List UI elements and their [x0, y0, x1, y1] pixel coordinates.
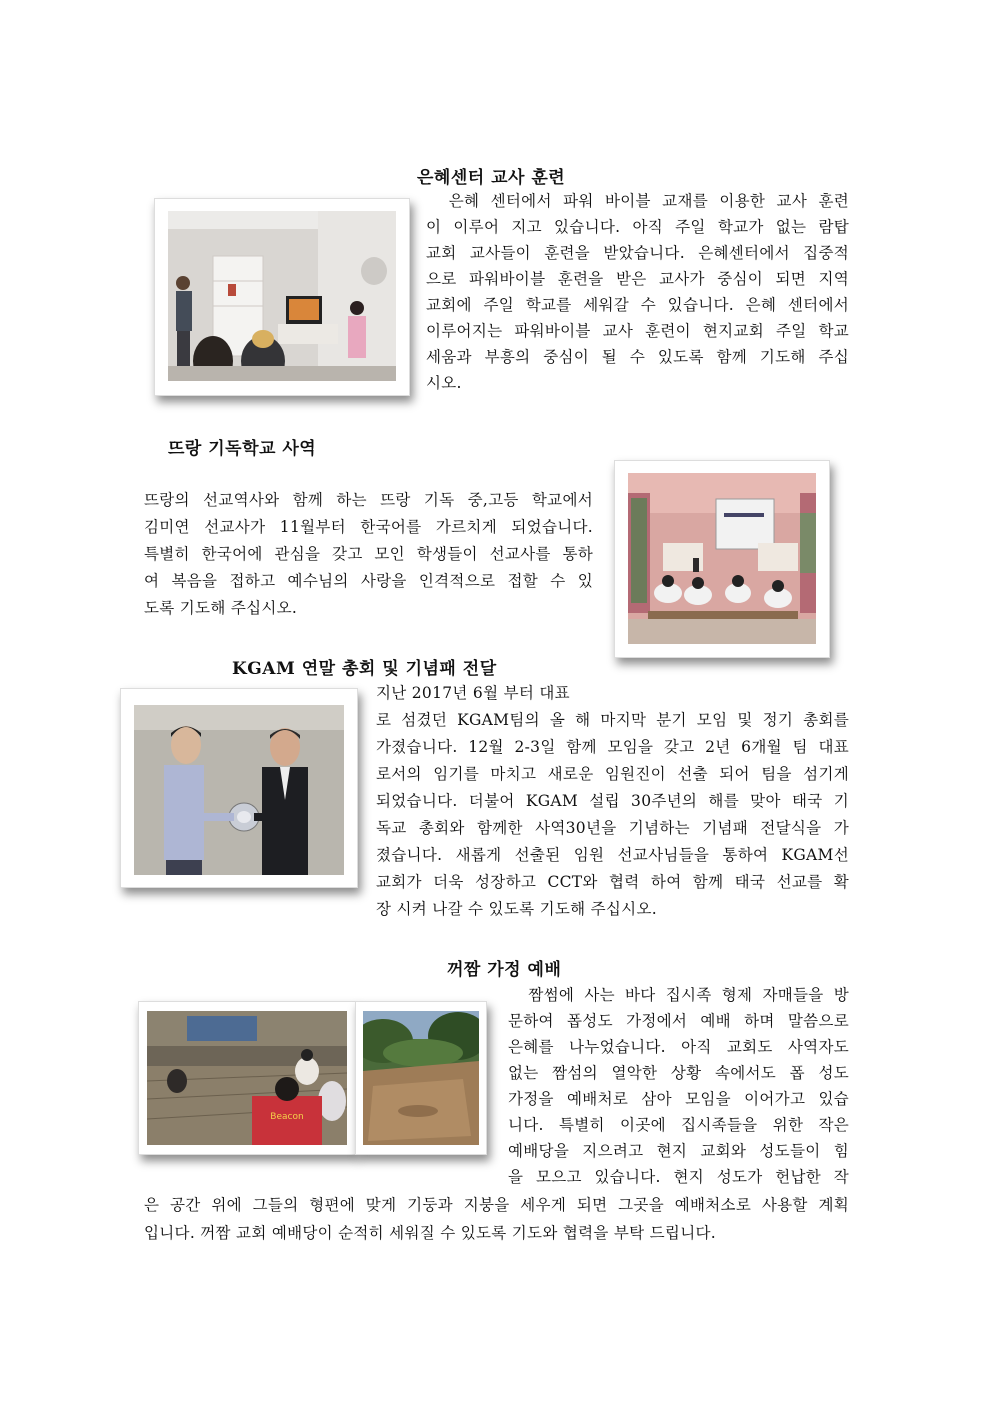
paragraph-line: 이루어지는 파워바이블 교사 훈련이 현지교회 주일 학교	[426, 322, 849, 340]
paragraph-line: 김미연 선교사가 11월부터 한국어를 가르치게 되었습니다.	[144, 518, 593, 536]
paragraph-line: 이 이루어 지고 있습니다. 아직 주일 학교가 없는 람탑	[426, 218, 849, 236]
paragraph-line: 가정을 예배처로 삼아 모임을 이어가고 있습	[508, 1090, 849, 1108]
paragraph-line: 로 섬겼던 KGAM팀의 올 해 마지막 분기 모임 및 정기 총회를	[376, 711, 849, 729]
paragraph-line: 도록 기도해 주십시오.	[144, 599, 298, 617]
paragraph-line: 문하여 폽성도 가정에서 예배 하며 말씀으로	[508, 1012, 849, 1030]
photo-church-land	[355, 1001, 487, 1155]
paragraph-line: 로서의 임기를 마치고 새로운 임원진이 선출 되어 팀을 섬기게	[376, 765, 849, 783]
paragraph-line: 특별히 한국어에 관심을 갖고 모인 학생들이 선교사를 통하	[144, 545, 593, 563]
paragraph-line: 시오.	[426, 374, 462, 392]
paragraph-line: 뜨랑의 선교역사와 함께 하는 뜨랑 기독 중,고등 학교에서	[144, 491, 593, 509]
section-title-trang-school: 뜨랑 기독학교 사역	[168, 439, 317, 459]
section-title-home-worship: 꺼짬 가정 예배	[447, 960, 562, 980]
paragraph-line: 짬썸에 사는 바다 집시족 형제 자매들을 방	[508, 986, 849, 1004]
paragraph-line: 으로 파워바이블 훈련을 받은 교사가 중심이 되면 지역	[426, 270, 849, 288]
photo-trang-classroom	[614, 460, 830, 658]
paragraph-line: 없는 짬섬의 열악한 상황 속에서도 폽 성도	[508, 1064, 849, 1082]
paragraph-line: 가졌습니다. 12월 2-3일 함께 모임을 갖고 2년 6개월 팀 대표	[376, 738, 849, 756]
paragraph-line: 교회가 더욱 성장하고 CCT와 협력 하여 함께 태국 선교를 확	[376, 873, 849, 891]
paragraph-line: 여 복음을 접하고 예수님의 사랑을 인격적으로 접할 수 있	[144, 572, 593, 590]
paragraph-line: 세움과 부흥의 중심이 될 수 있도록 함께 기도해 주십	[426, 348, 849, 366]
paragraph-line: 교회에 주일 학교를 세워갈 수 있습니다. 은혜 센터에서	[426, 296, 849, 314]
paragraph-line: 예배당을 지으려고 현지 교회와 성도들이 힘	[508, 1142, 849, 1160]
photo-plaque-presentation	[120, 688, 358, 888]
paragraph-line: 입니다. 꺼짬 교회 예배당이 순적히 세워질 수 있도록 기도와 협력을 부탁 드립니다.	[144, 1224, 716, 1242]
photo-home-worship	[138, 1001, 356, 1155]
paragraph-line: 을 모으고 있습니다. 현지 성도가 헌납한 작	[508, 1168, 849, 1186]
paragraph-line: 되었습니다. 더불어 KGAM 설립 30주년의 해를 맞아 태국 기	[376, 792, 849, 810]
paragraph-line: 교회 교사들이 훈련을 받았습니다. 은혜센터에서 집중적	[426, 244, 849, 262]
paragraph-line: 은혜 센터에서 파워 바이블 교재를 이용한 교사 훈련	[426, 192, 849, 210]
shirt-logo-text: Beacon	[270, 1112, 304, 1122]
paragraph-line: 지난 2017년 6월 부터 대표	[376, 684, 570, 702]
section-title-grace-center: 은혜센터 교사 훈련	[417, 168, 566, 188]
section-title-kgam-assembly: KGAM 연말 총회 및 기념패 전달	[232, 659, 497, 679]
paragraph-line: 은혜를 나누었습니다. 아직 교회도 사역자도	[508, 1038, 849, 1056]
photo-teacher-training	[154, 198, 410, 396]
paragraph-line: 졌습니다. 새롭게 선출된 임원 선교사님들을 통하여 KGAM선	[376, 846, 849, 864]
paragraph-line: 은 공간 위에 그들의 형편에 맞게 기둥과 지붕을 세우게 되면 그곳을 예배처소로 사용할 계획	[144, 1196, 849, 1214]
paragraph-line: 니다. 특별히 이곳에 집시족들을 위한 작은	[508, 1116, 849, 1134]
paragraph-line: 독교 총회와 함께한 사역30년을 기념하는 기념패 전달식을 가	[376, 819, 849, 837]
paragraph-line: 장 시켜 나갈 수 있도록 기도해 주십시오.	[376, 900, 657, 918]
